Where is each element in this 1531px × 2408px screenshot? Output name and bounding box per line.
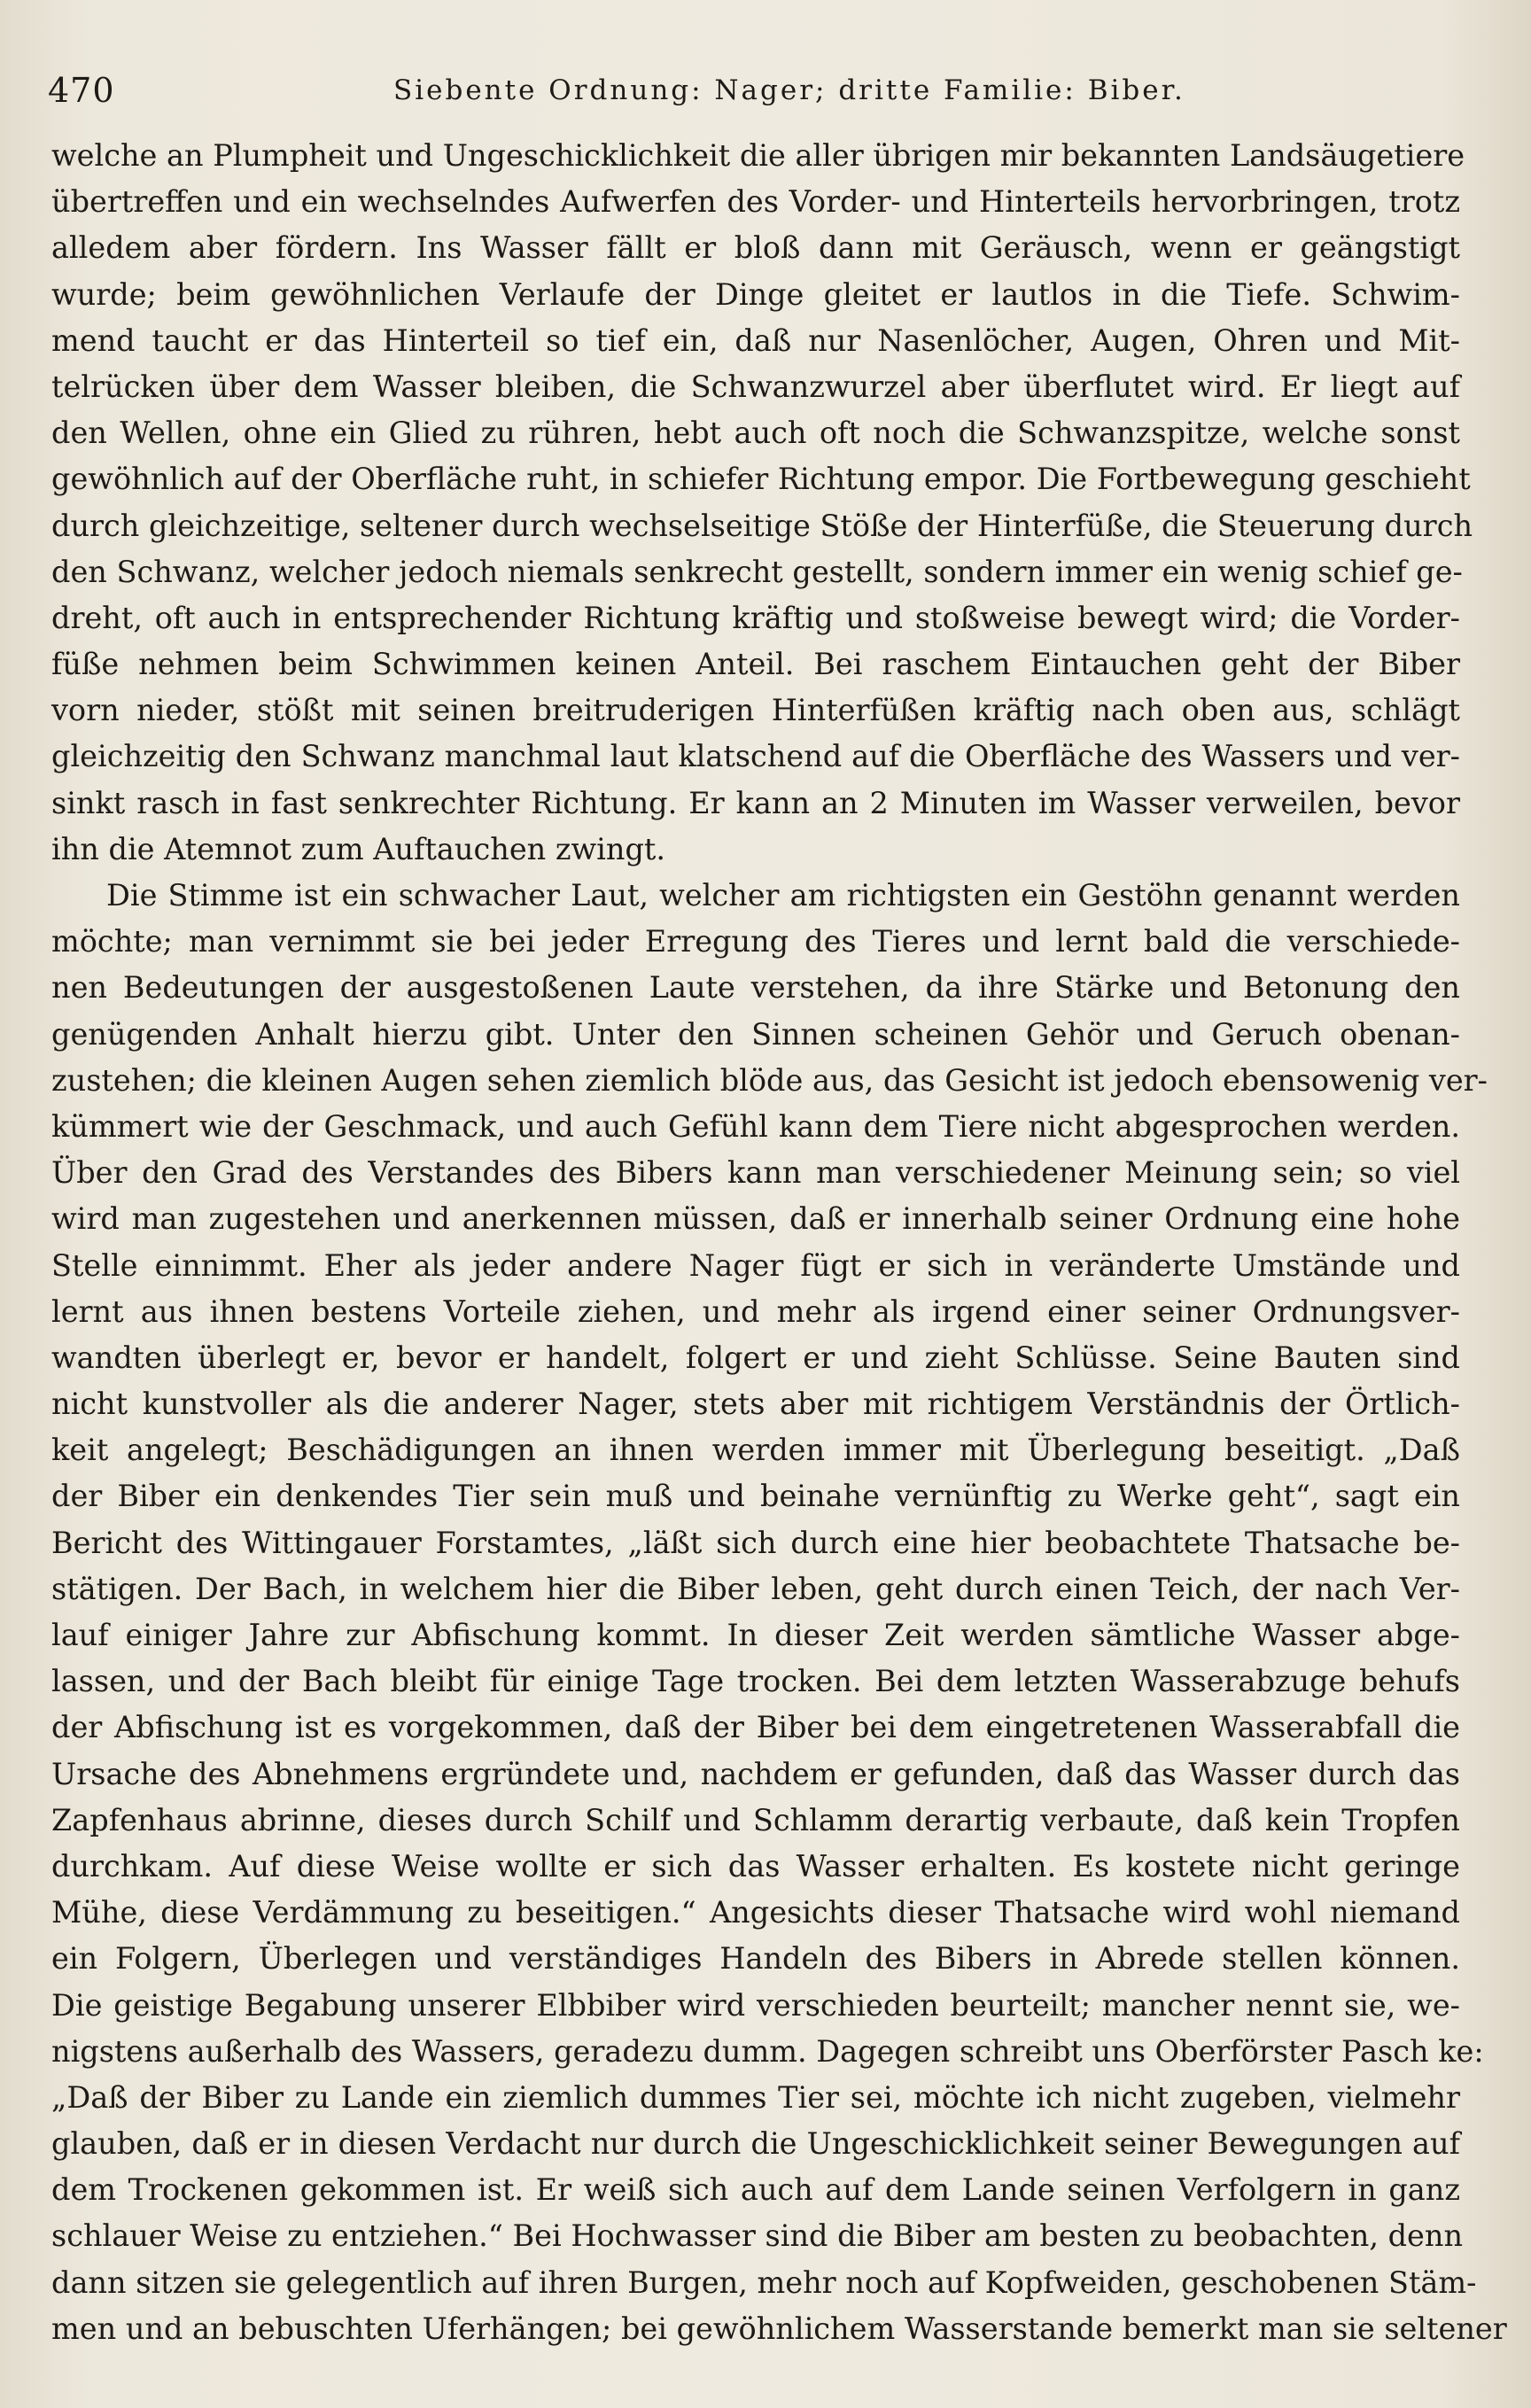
- text-line: Über den Grad des Verstandes des Bibers kann man verschiedener Meinung sein; so viel: [51, 1155, 1460, 1191]
- text-line: genügenden Anhalt hierzu gibt. Unter den Sinnen scheinen Gehör und Geruch obenan-: [51, 1016, 1460, 1052]
- text-line: stätigen. Der Bach, in welchem hier die Biber leben, geht durch einen Teich, der nach Ver-: [51, 1571, 1460, 1606]
- text-line: lassen, und der Bach bleibt für einige Tage trocken. Bei dem letzten Wasserabzuge behufs: [51, 1664, 1460, 1699]
- text-line: nicht kunstvoller als die anderer Nager, stets aber mit richtigem Verständnis der Örtlich-: [51, 1387, 1460, 1422]
- text-line: nen Bedeutungen der ausgestoßenen Laute verstehen, da ihre Stärke und Betonung den: [51, 970, 1460, 1006]
- paragraph: [51, 873, 1507, 2352]
- text-line: mend taucht er das Hinterteil so tief ein, daß nur Nasenlöcher, Augen, Ohren und Mit-: [51, 322, 1460, 358]
- text-line: lauf einiger Jahre zur Abfischung kommt. In dieser Zeit werden sämtliche Wasser abge-: [51, 1618, 1460, 1652]
- text-line: Die geistige Begabung unserer Elbbiber wird verschieden beurteilt; mancher nennt sie, we-: [51, 1987, 1460, 2023]
- text-line: durchkam. Auf diese Weise wollte er sich das Wasser erhalten. Es kostete nicht geringe: [51, 1848, 1460, 1884]
- text-line: telrücken über dem Wasser bleiben, die Schwanzwurzel aber überflutet wird. Er liegt auf: [51, 369, 1460, 404]
- text-line: dann sitzen sie gelegentlich auf ihren Burgen, mehr noch auf Kopfweiden, geschobenen Stäm-: [51, 2264, 1477, 2300]
- text-line: Stelle einnimmt. Eher als jeder andere Nager fügt er sich in veränderte Umstände und: [51, 1247, 1460, 1283]
- running-head: Siebente Ordnung: Nager; dritte Familie: Biber.: [393, 74, 1185, 106]
- text-line: übertreffen und ein wechselndes Aufwerfen des Vorder- und Hinterteils hervorbringen, trotz: [51, 184, 1460, 220]
- page-header: [48, 64, 1465, 117]
- text-line: schlauer Weise zu entziehen.“ Bei Hochwasser sind die Biber am besten zu beobachten, denn: [51, 2218, 1464, 2254]
- text-line: gewöhnlich auf der Oberfläche ruht, in schiefer Richtung empor. Die Fortbewegung geschieht: [51, 462, 1471, 497]
- text-line: Ursache des Abnehmens ergründete und, nachdem er gefunden, daß das Wasser durch das: [51, 1756, 1460, 1791]
- text-line: Bericht des Wittingauer Forstamtes, „läßt sich durch eine hier beobachtete Thatsache be-: [51, 1525, 1460, 1560]
- text-line: lernt aus ihnen bestens Vorteile ziehen, und mehr als irgend einer seiner Ordnungsver-: [51, 1293, 1460, 1329]
- text-line: Die Stimme ist ein schwacher Laut, welcher am richtigsten ein Gestöhn genannt werden: [106, 878, 1460, 913]
- text-line: ein Folgern, Überlegen und verständiges Handeln des Bibers in Abrede stellen können.: [51, 1941, 1460, 1977]
- text-line: kümmert wie der Geschmack, und auch Gefühl kann dem Tiere nicht abgesprochen werden.: [51, 1108, 1460, 1144]
- text-line: welche an Plumpheit und Ungeschicklichkeit die aller übrigen mir bekannten Landsäugetiere: [51, 138, 1465, 173]
- text-line: den Schwanz, welcher jedoch niemals senkrecht gestellt, sondern immer ein wenig schief ge-: [51, 554, 1463, 589]
- text-line: Zapfenhaus abrinne, dieses durch Schilf und Schlamm derartig verbaute, daß kein Tropfen: [51, 1802, 1460, 1837]
- text-line: dem Trockenen gekommen ist. Er weiß sich auch auf dem Lande seinen Verfolgern in ganz: [51, 2172, 1460, 2208]
- text-line: sinkt rasch in fast senkrechter Richtung. Er kann an 2 Minuten im Wasser verweilen, bevor: [51, 785, 1460, 820]
- text-line: zustehen; die kleinen Augen sehen ziemlich blöde aus, das Gesicht ist jedoch ebensowenig ver-: [51, 1062, 1488, 1098]
- page-number: 470: [48, 71, 115, 110]
- text-line: alledem aber fördern. Ins Wasser fällt er bloß dann mit Geräusch, wenn er geängstigt: [51, 230, 1460, 266]
- text-line: wird man zugestehen und anerkennen müssen, daß er innerhalb seiner Ordnung eine hohe: [51, 1201, 1460, 1237]
- text-line: nigstens außerhalb des Wassers, geradezu dumm. Dagegen schreibt uns Oberförster Pasch ke:: [51, 2033, 1484, 2069]
- text-line: vorn nieder, stößt mit seinen breitruderigen Hinterfüßen kräftig nach oben aus, schlägt: [51, 693, 1460, 728]
- text-line: durch gleichzeitige, seltener durch wechselseitige Stöße der Hinterfüße, die Steuerung durch: [51, 508, 1473, 543]
- text-line: „Daß der Biber zu Lande ein ziemlich dummes Tier sei, möchte ich nicht zugeben, vielmehr: [51, 2079, 1460, 2115]
- text-line: keit angelegt; Beschädigungen an ihnen werden immer mit Überlegung beseitigt. „Daß: [51, 1433, 1460, 1468]
- text-line: wurde; beim gewöhnlichen Verlaufe der Dinge gleitet er lautlos in die Tiefe. Schwim-: [51, 276, 1460, 312]
- text-line: wandten überlegt er, bevor er handelt, folgert er und zieht Schlüsse. Seine Bauten sind: [51, 1340, 1460, 1375]
- text-line: möchte; man vernimmt sie bei jeder Erregung des Tieres und lernt bald die verschiede-: [51, 924, 1460, 959]
- text-line: den Wellen, ohne ein Glied zu rühren, hebt auch oft noch die Schwanzspitze, welche sonst: [51, 416, 1460, 451]
- text-line: men und an bebuschten Uferhängen; bei gewöhnlichem Wasserstande bemerkt man sie seltener: [51, 2311, 1507, 2346]
- body-text: [51, 133, 1507, 2352]
- text-line: der Abfischung ist es vorgekommen, daß der Biber bei dem eingetretenen Wasserabfall die: [51, 1710, 1460, 1745]
- text-line: der Biber ein denkendes Tier sein muß und beinahe vernünftig zu Werke geht“, sagt ein: [51, 1479, 1460, 1514]
- paragraph: [51, 133, 1473, 873]
- text-line: gleichzeitig den Schwanz manchmal laut klatschend auf die Oberfläche des Wassers und ver-: [51, 739, 1460, 774]
- text-line: glauben, daß er in diesen Verdacht nur durch die Ungeschicklichkeit seiner Bewegungen auf: [51, 2126, 1460, 2162]
- text-line: dreht, oft auch in entsprechender Richtung kräftig und stoßweise bewegt wird; die Vorder-: [51, 600, 1460, 635]
- text-line: Mühe, diese Verdämmung zu beseitigen.“ Angesichts dieser Thatsache wird wohl niemand: [51, 1895, 1460, 1930]
- text-line: ihn die Atemnot zum Auftauchen zwingt.: [51, 831, 666, 866]
- text-line: füße nehmen beim Schwimmen keinen Anteil. Bei raschem Eintauchen geht der Biber: [51, 647, 1460, 682]
